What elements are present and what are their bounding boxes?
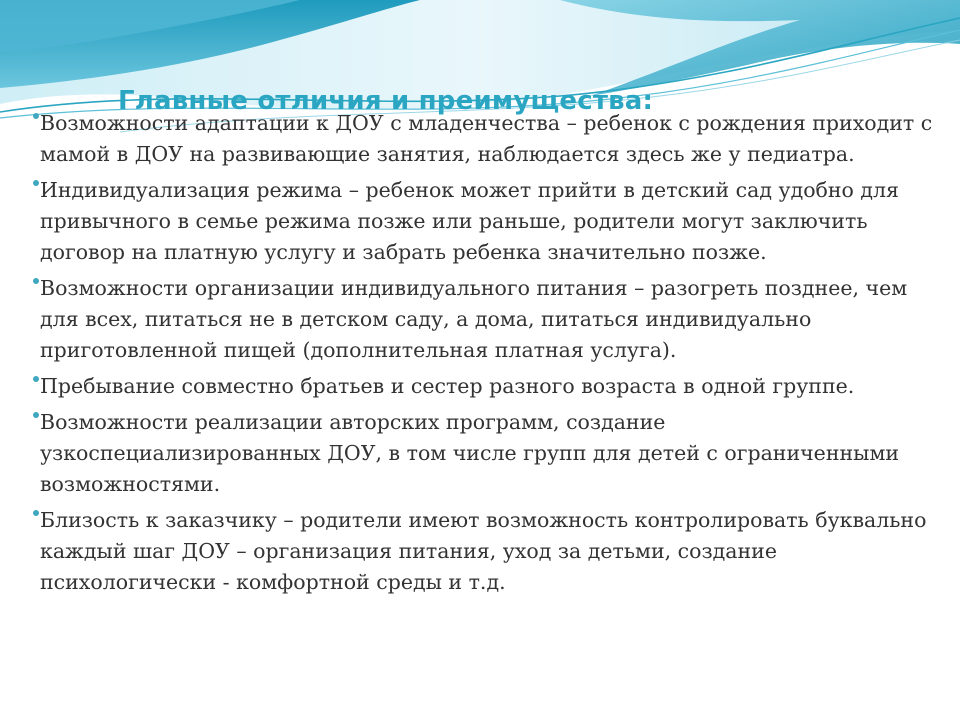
list-item xyxy=(36,505,936,598)
slide-content xyxy=(36,108,936,603)
list-item xyxy=(36,371,936,402)
bullet-dot-icon xyxy=(33,510,39,516)
bullet-text: Индивидуализация режима – ребенок может прийти в детский сад удобно для привычного в семье режима позже или раньше, родители могут заключить договор на платную услугу и забрать ребенка значительно позже. xyxy=(40,178,899,264)
bullet-text: Близость к заказчику – родители имеют возможность контролировать буквально каждый шаг ДОУ – организация питания, уход за детьми, создание психологически - комфортной среды и т.д. xyxy=(40,508,927,594)
list-item xyxy=(36,273,936,366)
bullet-text: Возможности организации индивидуального питания – разогреть позднее, чем для всех, питаться не в детском саду, а дома, питаться индивидуально приготовленной пищей (дополнительная платная услуга). xyxy=(40,276,908,362)
bullet-dot-icon xyxy=(33,180,39,186)
bullet-dot-icon xyxy=(33,376,39,382)
bullet-dot-icon xyxy=(33,412,39,418)
bullet-text: Пребывание совместно братьев и сестер разного возраста в одной группе. xyxy=(40,374,855,398)
list-item xyxy=(36,175,936,268)
list-item xyxy=(36,108,936,170)
bullet-text: Возможности адаптации к ДОУ с младенчества – ребенок с рождения приходит с мамой в ДОУ на развивающие занятия, наблюдается здесь же у педиатра. xyxy=(40,111,933,166)
bullet-text: Возможности реализации авторских программ, создание узкоспециализированных ДОУ, в том числе групп для детей с ограниченными возможностями. xyxy=(40,410,900,496)
list-item xyxy=(36,407,936,500)
slide-title: Главные отличия и преимущества: xyxy=(118,86,654,116)
bullet-list xyxy=(36,108,936,598)
bullet-dot-icon xyxy=(33,278,39,284)
bullet-dot-icon xyxy=(33,113,39,119)
